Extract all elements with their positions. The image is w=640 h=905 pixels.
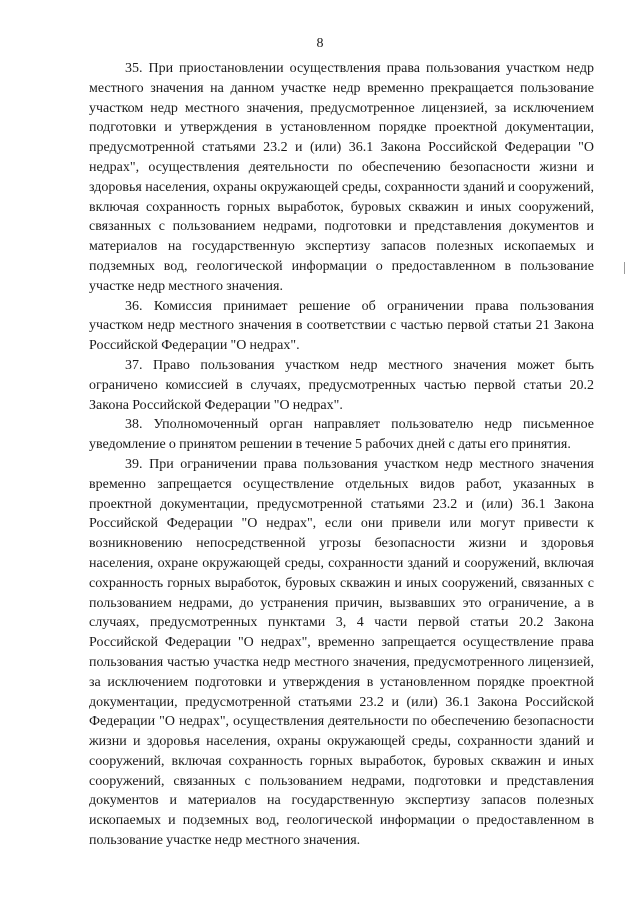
paragraph-35: 35. При приостановлении осуществления права пользования участком недр местного значения на данном участке недр временно прекращается пользование участком недр местного значения, предусмотренное лицензией, за исключением подготовки и утверждения в установленном порядке проектной документации, предусмотренной статьями 23.2 и (или) 36.1 Закона Российской Федерации "О недрах", осуществления деятельности по обеспечению безопасности жизни и здоровья населения, охраны окружающей среды, сохранности зданий и сооружений, включая сохранность горных выработок, буровых скважин и иных сооружений, связанных с пользованием недрами, подготовки и представления документов и материалов на государственную экспертизу запасов полезных ископаемых и подземных вод, геологической информации о предоставленном в пользование участке недр местного значения. (89, 61, 594, 294)
paragraph-37: 37. Право пользования участком недр местного значения может быть ограничено комиссией в случаях, предусмотренных частью первой статьи 20.2 Закона Российской Федерации "О недрах". (89, 357, 594, 413)
scan-edge-mark (624, 262, 625, 274)
paragraph-36: 36. Комиссия принимает решение об ограничении права пользования участком недр местного значения в соответствии с частью первой статьи 21 Закона Российской Федерации "О недрах". (89, 298, 594, 354)
paragraph-39: 39. При ограничении права пользования участком недр местного значения временно запрещается осуществление отдельных видов работ, указанных в проектной документации, предусмотренной статьями 23.2 и (или) 36.1 Закона Российской Федерации "О недрах", если они привели или могут привести к возникновению непосредственной угрозы безопасности жизни и здоровья населения, охране окружающей среды, сохранности зданий и сооружений, включая сохранность горных выработок, буровых скважин и иных сооружений, связанных с пользованием недрами, до устранения причин, вызвавших это ограничение, а в случаях, предусмотренных пунктами 3, 4 части первой статьи 20.2 Закона Российской Федерации "О недрах", временно запрещается осуществление права пользования частью участка недр местного значения, предусмотренного лицензией, за исключением подготовки и утверждения в установленном порядке проектной документации, предусмотренной статьями 23.2 и (или) 36.1 Закона Российской Федерации "О недрах", осуществления деятельности по обеспечению безопасности жизни и здоровья населения, охраны окружающей среды, сохранности зданий и сооружений, включая сохранность горных выработок, буровых скважин и иных сооружений, связанных с пользованием недрами, подготовки и представления документов и материалов на государственную экспертизу запасов полезных ископаемых и подземных вод, геологической информации о предоставленном в пользование участке недр местного значения. (89, 456, 594, 849)
paragraph-38: 38. Уполномоченный орган направляет пользователю недр письменное уведомление о принятом решении в течение 5 рабочих дней с даты его принятия. (89, 417, 594, 453)
document-body (89, 59, 594, 851)
page-number: 8 (316, 36, 324, 51)
